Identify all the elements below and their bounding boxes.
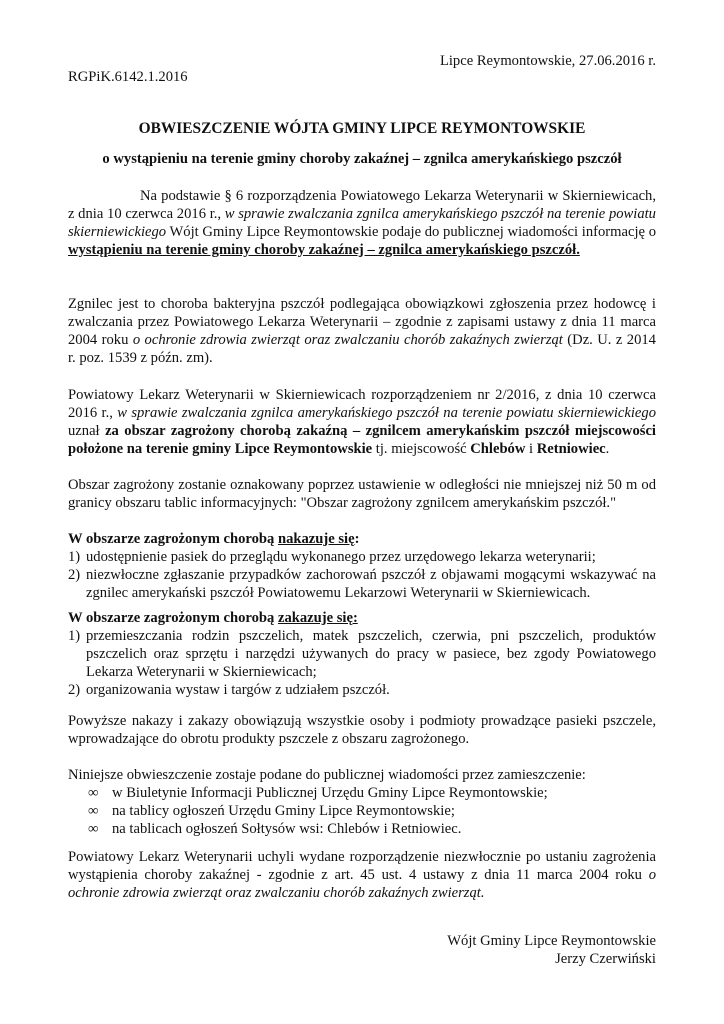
list-item xyxy=(68,681,656,699)
p2-italic-a: o ochronie zdrowia zwierząt oraz zwalczaniu chorób zakaźnych zwierząt xyxy=(132,332,563,348)
item-text: organizowania wystaw i targów z udziałem pszczół. xyxy=(86,682,390,698)
paragraph-applicability: Powyższe nakazy i zakazy obowiązują wszystkie osoby i podmioty prowadzące pasieki pszczele, wprowadzające do obrotu produkty pszczele z obszaru zagrożonego. xyxy=(68,713,656,747)
p3-text-e: . xyxy=(605,441,610,457)
item-text: niezwłoczne zgłaszanie przypadków zachorowań pszczół z objawami mogącymi wskazywać na zgnilec amerykański pszczół Powiatowemu Lekarzowi Weterynarii w Skierniewicach. xyxy=(86,567,656,601)
signature-name: Jerzy Czerwiński xyxy=(555,951,656,967)
item-number: 2) xyxy=(68,682,81,698)
item-text: w Biuletynie Informacji Publicznej Urzędu Gminy Lipce Reymontowskie; xyxy=(112,785,548,801)
p3-text-c: tj. miejscowość xyxy=(372,441,471,457)
p7-text-a: Powiatowy Lekarz Weterynarii uchyli wydane rozporządzenie niezwłocznie po ustaniu zagrożenia wystąpienia choroby zakaźnej - zgodnie z art. 45 ust. 4 ustawy z dnia 11 marca 2004 roku xyxy=(68,849,656,883)
orders-heading-a: W obszarze zagrożonym chorobą xyxy=(68,531,278,547)
list-item xyxy=(88,784,548,802)
prohibitions-heading-b: zakazuje się: xyxy=(277,610,358,626)
p3-bold-c: Retniowiec xyxy=(536,441,606,457)
item-text: na tablicach ogłoszeń Sołtysów wsi: Chlebów i Retniowiec. xyxy=(112,821,462,837)
document-subtitle: o wystąpieniu na terenie gminy choroby zakaźnej – zgnilca amerykańskiego pszczół xyxy=(102,151,622,167)
paragraph-repeal xyxy=(68,848,656,902)
item-text: na tablicy ogłoszeń Urzędu Gminy Lipce Reymontowskie; xyxy=(112,803,455,819)
p3-text-a: Powiatowy Lekarz Weterynarii w Skierniewicach rozporządzeniem nr 2/2016, z dnia 10 czerwca 2016 r., xyxy=(68,387,656,421)
list-item xyxy=(68,627,656,681)
p3-text-d: i xyxy=(525,441,537,457)
p3-bold-b: Chlebów xyxy=(470,441,526,457)
orders-heading xyxy=(68,530,359,548)
item-text: przemieszczania rodzin pszczelich, matek pszczelich, czerwia, pni pszczelich, produktów pszczelich oraz sprzętu i narzędzi używanych do pracy w pasiece, bez zgody Powiatowego Lekarza Weterynarii w Skierniewicach; xyxy=(86,628,656,680)
item-number: 1) xyxy=(68,549,81,565)
infinity-bullet-icon: ∞ xyxy=(88,785,99,801)
p3-text-b: uznał xyxy=(68,423,106,439)
p3-italic-a: w sprawie zwalczania zgnilca amerykańskiego pszczół na terenie powiatu skierniewickiego xyxy=(117,405,656,421)
paragraph-legal-basis xyxy=(68,187,656,259)
p1-text-a: Na podstawie § 6 rozporządzenia Powiatowego Lekarza Weterynarii w Skierniewicach, z dnia 10 czerwca 2016 r., xyxy=(68,188,656,222)
orders-heading-c: : xyxy=(354,531,360,547)
p1-text-b: Wójt Gminy Lipce Reymontowskie podaje do publicznej wiadomości informację o xyxy=(166,224,656,240)
orders-heading-b: nakazuje się xyxy=(277,531,355,547)
p7-italic-a: o ochronie zdrowia zwierząt oraz zwalczaniu chorób zakaźnych zwierząt. xyxy=(68,867,656,901)
p2-text-b: (Dz. U. z 2014 r. poz. 1539 z późn. zm). xyxy=(68,332,656,366)
list-item xyxy=(68,548,656,566)
item-number: 2) xyxy=(68,567,81,583)
paragraph-disease-description xyxy=(68,295,656,367)
document-title: OBWIESZCZENIE WÓJTA GMINY LIPCE REYMONTOWSKIE xyxy=(138,120,586,137)
p1-italic-a: w sprawie zwalczania zgnilca amerykańskiego pszczół na terenie powiatu skierniewickiego xyxy=(68,206,656,240)
infinity-bullet-icon: ∞ xyxy=(88,821,99,837)
signature-office: Wójt Gminy Lipce Reymontowskie xyxy=(447,933,656,949)
prohibitions-list xyxy=(68,627,656,699)
publication-list xyxy=(88,784,548,838)
item-number: 1) xyxy=(68,628,81,644)
p2-text-a: Zgnilec jest to choroba bakteryjna pszczół podlegająca obowiązkowi zgłoszenia przez hodowcę i zwalczania przez Powiatowego Lekarza Weterynarii – zgodnie z zapisami ustawy z dnia 11 marca 2004 roku xyxy=(68,296,656,348)
p3-bold-a: za obszar zagrożony chorobą zakaźną – zgnilcem amerykańskim pszczół miejscowości położone na terenie gminy Lipce Reymontowskie xyxy=(68,423,656,457)
item-text: udostępnienie pasiek do przeglądu wykonanego przez urzędowego lekarza weterynarii; xyxy=(86,549,596,565)
case-number: RGPiK.6142.1.2016 xyxy=(68,69,188,85)
paragraph-publication-intro: Niniejsze obwieszczenie zostaje podane do publicznej wiadomości przez zamieszczenie: xyxy=(68,767,586,783)
paragraph-regulation xyxy=(68,386,656,458)
infinity-bullet-icon: ∞ xyxy=(88,803,99,819)
orders-list xyxy=(68,548,656,602)
list-item xyxy=(88,802,548,820)
p1-bold-underline: wystąpieniu na terenie gminy choroby zakaźnej – zgnilca amerykańskiego pszczół. xyxy=(68,242,580,258)
prohibitions-heading xyxy=(68,609,358,627)
list-item xyxy=(68,566,656,602)
place-date: Lipce Reymontowskie, 27.06.2016 r. xyxy=(439,53,656,69)
prohibitions-heading-a: W obszarze zagrożonym chorobą xyxy=(68,610,278,626)
list-item xyxy=(88,820,548,838)
paragraph-signage: Obszar zagrożony zostanie oznakowany poprzez ustawienie w odległości nie mniejszej niż 50 m od granicy obszaru tablic informacyjnych: "Obszar zagrożony zgnilcem amerykańskim pszczół." xyxy=(68,477,656,511)
